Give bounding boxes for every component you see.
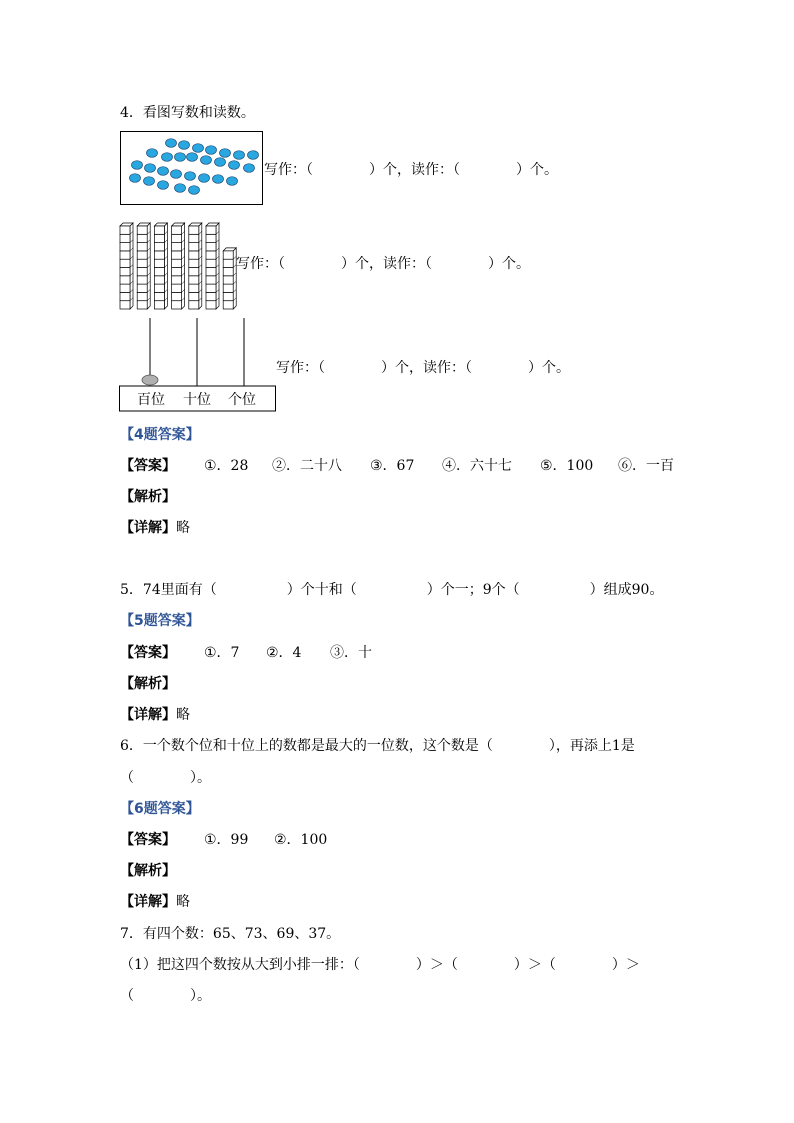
dot — [199, 174, 210, 183]
dot — [132, 161, 143, 170]
tens-sticks-picture — [118, 214, 240, 310]
q5-answer-label: 【答案】 — [120, 645, 176, 661]
q6-answer-header: 【6题答案】 — [120, 801, 200, 817]
q4-answer-row — [120, 457, 720, 475]
q5-analysis-label: 【解析】 — [120, 676, 176, 692]
dot — [130, 174, 141, 183]
q5-detail-text: 略 — [176, 707, 190, 723]
dot — [213, 175, 224, 184]
dot — [187, 153, 198, 162]
dot — [244, 164, 255, 173]
q7-title: 7．有四个数：65、73、69、37。 — [120, 926, 341, 942]
q4-answer-1: ①．28 — [204, 458, 249, 474]
cube-column — [137, 223, 150, 309]
dot — [158, 181, 169, 190]
abacus-label-ones: 个位 — [228, 392, 256, 408]
q5-answer-header: 【5题答案】 — [120, 613, 200, 629]
q5-answer-row — [120, 644, 520, 662]
q7-sub1: （1）把这四个数按从大到小排一排：（ ）＞（ ）＞（ ）＞ — [120, 957, 640, 973]
q4-detail-label: 【详解】 — [120, 520, 176, 536]
q4-answer-5: ⑤．100 — [540, 458, 594, 474]
dot — [189, 186, 200, 195]
dot — [215, 158, 226, 167]
q6-detail — [120, 893, 190, 911]
q6-detail-label: 【详解】 — [120, 894, 176, 910]
q6-answer-2: ②．100 — [274, 832, 328, 848]
q6-detail-text: 略 — [176, 894, 190, 910]
q5-detail — [120, 706, 190, 724]
q6-answer-label: 【答案】 — [120, 832, 176, 848]
q4-answer-4: ④．六十七 — [442, 458, 512, 474]
q4-answer-6: ⑥．一百 — [618, 458, 674, 474]
dot — [227, 177, 238, 186]
cube-column — [172, 223, 185, 309]
cube-column — [154, 223, 167, 309]
abacus-label-hundreds: 百位 — [137, 392, 165, 408]
dot — [175, 153, 186, 162]
cube-column — [223, 248, 236, 309]
q6-title: 6．一个数个位和十位上的数都是最大的一位数，这个数是（ ），再添上1是 — [120, 738, 635, 754]
cube-column — [120, 223, 133, 309]
dot — [201, 156, 212, 165]
dot — [166, 139, 177, 148]
q4-answer-3: ③．67 — [370, 458, 415, 474]
cube-column — [189, 223, 202, 309]
q6-answer-1: ①．99 — [204, 832, 249, 848]
abacus-label-tens: 十位 — [183, 392, 211, 408]
dot — [179, 141, 190, 150]
q5-answer-2: ②．4 — [266, 645, 302, 661]
q4-title: 4．看图写数和读数。 — [120, 105, 255, 121]
dot — [193, 144, 204, 153]
q6-analysis-label: 【解析】 — [120, 863, 176, 879]
dot — [162, 153, 173, 162]
dots-picture — [120, 131, 263, 205]
q4-detail-text: 略 — [176, 520, 190, 536]
dot — [144, 177, 155, 186]
dot — [147, 149, 158, 158]
q5-answer-1: ①．7 — [204, 645, 240, 661]
dots-svg — [120, 131, 264, 206]
q5-detail-label: 【详解】 — [120, 707, 176, 723]
dot — [185, 172, 196, 181]
cubes-svg — [118, 214, 240, 310]
q4-analysis-label: 【解析】 — [120, 489, 176, 505]
q6-answer-row — [120, 831, 520, 849]
q4-answer-label: 【答案】 — [120, 458, 176, 474]
abacus-bead — [142, 375, 158, 385]
q6-title-cont: （ ）。 — [120, 770, 211, 786]
q7-sub1-cont: （ ）。 — [120, 988, 211, 1004]
q4-blank-line-1: 写作：（ ）个，读作：（ ）个。 — [264, 162, 558, 178]
dot — [171, 170, 182, 179]
dot — [220, 149, 231, 158]
dot — [248, 151, 259, 160]
abacus-picture — [119, 316, 277, 414]
dot — [206, 146, 217, 155]
dot — [234, 151, 245, 160]
q5-answer-3: ③．十 — [330, 645, 372, 661]
dot — [158, 167, 169, 176]
q4-answer-header: 【4题答案】 — [120, 427, 200, 443]
q4-blank-line-3: 写作：（ ）个，读作：（ ）个。 — [276, 360, 570, 376]
q5-title: 5．74里面有（ ）个十和（ ）个一；9个（ ）组成90。 — [120, 582, 664, 598]
cube-column — [206, 223, 219, 309]
q4-blank-line-2: 写作：（ ）个，读作：（ ）个。 — [236, 256, 530, 272]
dot — [175, 184, 186, 193]
q4-detail — [120, 519, 190, 537]
q4-answer-2: ②．二十八 — [272, 458, 342, 474]
dot — [229, 161, 240, 170]
dot — [145, 164, 156, 173]
